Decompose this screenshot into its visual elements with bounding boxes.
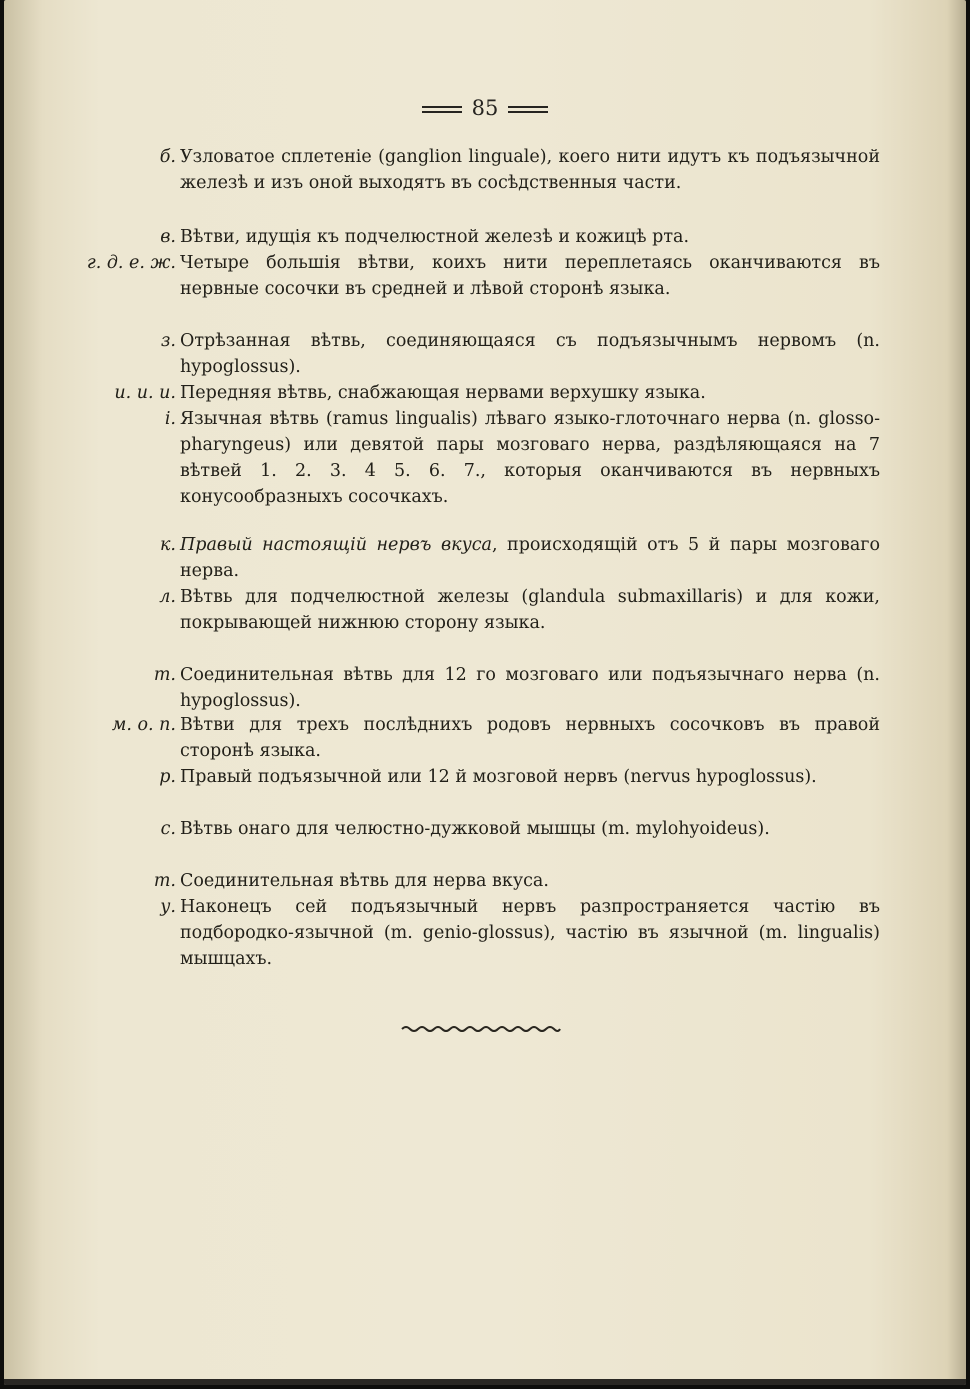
header-rule-left [422, 106, 462, 113]
entry-text-rest: , происходящій отъ 5 й пары мозговаго нерва. [180, 535, 880, 581]
entry-label: у. [160, 897, 176, 917]
book-page [4, 0, 966, 1385]
entry-text: Вѣтвь онаго для челюстно-дужковой мышцы (m. mylohyoideus). [180, 819, 770, 839]
page-number: 85 [471, 96, 499, 120]
entry-label: з. [160, 331, 176, 351]
entry-label: и. и. и. [114, 383, 176, 403]
page-header [4, 96, 966, 126]
entry-text: Узловатое сплетеніе (ganglion linguale), коего нити идутъ къ подъязычной железѣ и изъ оной выходятъ въ сосѣдственныя части. [180, 147, 880, 193]
entry-text: Правый подъязычной или 12 й мозговой нервъ (nervus hypoglossus). [180, 767, 817, 787]
entry-label: т. [153, 871, 176, 891]
entry-label: г. д. е. ж. [86, 253, 176, 273]
entry-label: т. [153, 665, 176, 685]
ornament-divider [400, 1024, 562, 1034]
entry-text: Язычная вѣтвь (ramus lingualis) лѣваго языко-глоточнаго нерва (n. glosso-pharyngeus) или девятой пары мозговаго нерва, раздѣляющаяся на 7 вѣтвей 1. 2. 3. 4 5. 6. 7., которыя оканчиваются въ нервныхъ конусообразныхъ сосочкахъ. [180, 409, 880, 507]
entry-text: Наконецъ сей подъязычный нервъ разпространяется частію въ подбородко-язычной (m. genio-glossus), частію въ язычной (m. lingualis) мышцахъ. [180, 897, 880, 969]
entry-label: л. [159, 587, 176, 607]
entry-label: і. [164, 409, 176, 429]
entry-label: к. [159, 535, 176, 555]
entry-text: Отрѣзанная вѣтвь, соединяющаяся съ подъязычнымъ нервомъ (n. hypoglossus). [180, 331, 880, 377]
entry-text: Вѣтвь для подчелюстной железы (glandula submaxillaris) и для кожи, покрывающей нижнюю сторону языка. [180, 587, 880, 633]
entry-label: б. [159, 147, 176, 167]
entry-text: Соединительная вѣтвь для нерва вкуса. [180, 871, 549, 891]
header-rule-right [508, 106, 548, 113]
entry-text: Вѣтви, идущія къ подчелюстной железѣ и кожицѣ рта. [180, 227, 690, 247]
italic-phrase: Правый настоящій нервъ вкуса [180, 535, 492, 555]
entry-text [180, 532, 880, 584]
entry-text: Вѣтви для трехъ послѣднихъ родовъ нервныхъ сосочковъ въ правой сторонѣ языка. [180, 715, 880, 761]
entry-label: в. [160, 227, 176, 247]
entry-text: Передняя вѣтвь, снабжающая нервами верхушку языка. [180, 383, 706, 403]
entry-label: р. [159, 767, 176, 787]
entry-label: с. [160, 819, 176, 839]
entry-text: Четыре большія вѣтви, коихъ нити переплетаясь оканчиваются въ нервные сосочки въ средней и лѣвой сторонѣ языка. [180, 253, 880, 299]
entry-text: Соединительная вѣтвь для 12 го мозговаго или подъязычнаго нерва (n. hypoglossus). [180, 665, 880, 711]
entry-label: м. о. п. [111, 715, 176, 735]
